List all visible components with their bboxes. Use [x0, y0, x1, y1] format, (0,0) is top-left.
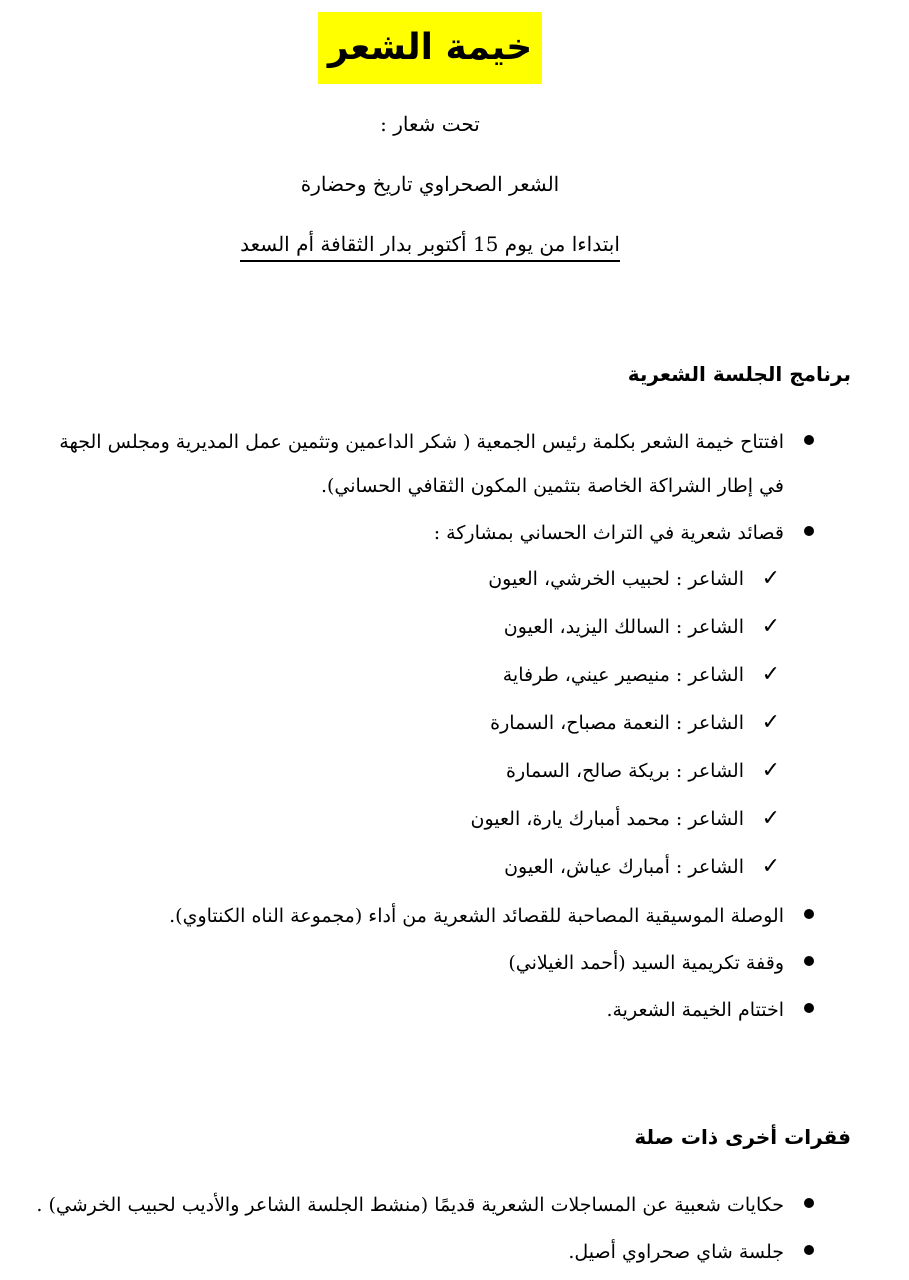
list-item-text: جلسة شاي صحراوي أصيل.: [568, 1241, 784, 1263]
program-list: [0, 420, 909, 1035]
poet-item: [36, 699, 784, 747]
poet-name: الشاعر : بريكة صالح، السمارة: [506, 760, 744, 782]
bullet-dot-icon: [804, 956, 814, 966]
list-item-text: اختتام الخيمة الشعرية.: [606, 999, 784, 1021]
check-mark-icon: ✓: [761, 566, 780, 591]
poet-item: [36, 795, 784, 843]
poet-item: [36, 651, 784, 699]
program-item-opening: [0, 420, 909, 508]
related-item-tea: [0, 1230, 909, 1274]
check-mark-icon: ✓: [761, 758, 780, 783]
check-mark-icon: ✓: [761, 614, 780, 639]
list-item-text: قصائد شعرية في التراث الحساني بمشاركة :: [433, 522, 784, 544]
program-heading: برنامج الجلسة الشعرية: [627, 362, 851, 386]
poet-name: الشاعر : النعمة مصباح، السمارة: [490, 712, 744, 734]
check-mark-icon: ✓: [761, 806, 780, 831]
poet-item: [36, 555, 784, 603]
date-location-line: [0, 232, 860, 262]
poet-name: الشاعر : لحبيب الخرشي، العيون: [488, 568, 744, 590]
list-item-text: وقفة تكريمية السيد (أحمد الغيلاني): [508, 952, 784, 974]
program-item-tribute: [0, 941, 909, 985]
bullet-dot-icon: [804, 526, 814, 536]
poets-list: [36, 555, 784, 891]
related-heading: فقرات أخرى ذات صلة: [634, 1125, 851, 1149]
list-item-text: الوصلة الموسيقية المصاحبة للقصائد الشعرية من أداء (مجموعة الناه الكنتاوي).: [169, 905, 784, 927]
title-block: [0, 12, 860, 84]
bullet-dot-icon: [804, 909, 814, 919]
slogan-text: الشعر الصحراوي تاريخ وحضارة: [300, 172, 560, 196]
bullet-dot-icon: [804, 1245, 814, 1255]
bullet-dot-icon: [804, 435, 814, 445]
check-mark-icon: ✓: [761, 854, 780, 879]
poet-name: الشاعر : محمد أمبارك يارة، العيون: [470, 808, 744, 830]
program-item-music: [0, 894, 909, 938]
poet-item: [36, 603, 784, 651]
program-item-poems: [0, 511, 909, 891]
poet-item: [36, 843, 784, 891]
poet-name: الشاعر : منيصير عيني، طرفاية: [502, 664, 744, 686]
program-item-closing: [0, 988, 909, 1032]
check-mark-icon: ✓: [761, 710, 780, 735]
list-item-text: افتتاح خيمة الشعر بكلمة رئيس الجمعية ( شكر الداعمين وتثمين عمل المديرية ومجلس الجهة في إطار الشراكة الخاصة بتثمين المكون الثقافي الحساني).: [59, 431, 784, 497]
related-item-stories: [0, 1183, 909, 1227]
bullet-dot-icon: [804, 1198, 814, 1208]
slogan-label: تحت شعار :: [380, 112, 480, 136]
document-title: خيمة الشعر: [318, 12, 542, 84]
poet-item: [36, 747, 784, 795]
poet-name: الشاعر : السالك اليزيد، العيون: [503, 616, 744, 638]
date-location-text: ابتداءا من يوم 15 أكتوبر بدار الثقافة أم السعد: [240, 232, 620, 262]
bullet-dot-icon: [804, 1003, 814, 1013]
related-list: [0, 1183, 909, 1277]
check-mark-icon: ✓: [761, 662, 780, 687]
list-item-text: حكايات شعبية عن المساجلات الشعرية قديمًا (منشط الجلسة الشاعر والأديب لحبيب الخرشي) .: [36, 1194, 784, 1216]
poet-name: الشاعر : أمبارك عياش، العيون: [504, 856, 744, 878]
